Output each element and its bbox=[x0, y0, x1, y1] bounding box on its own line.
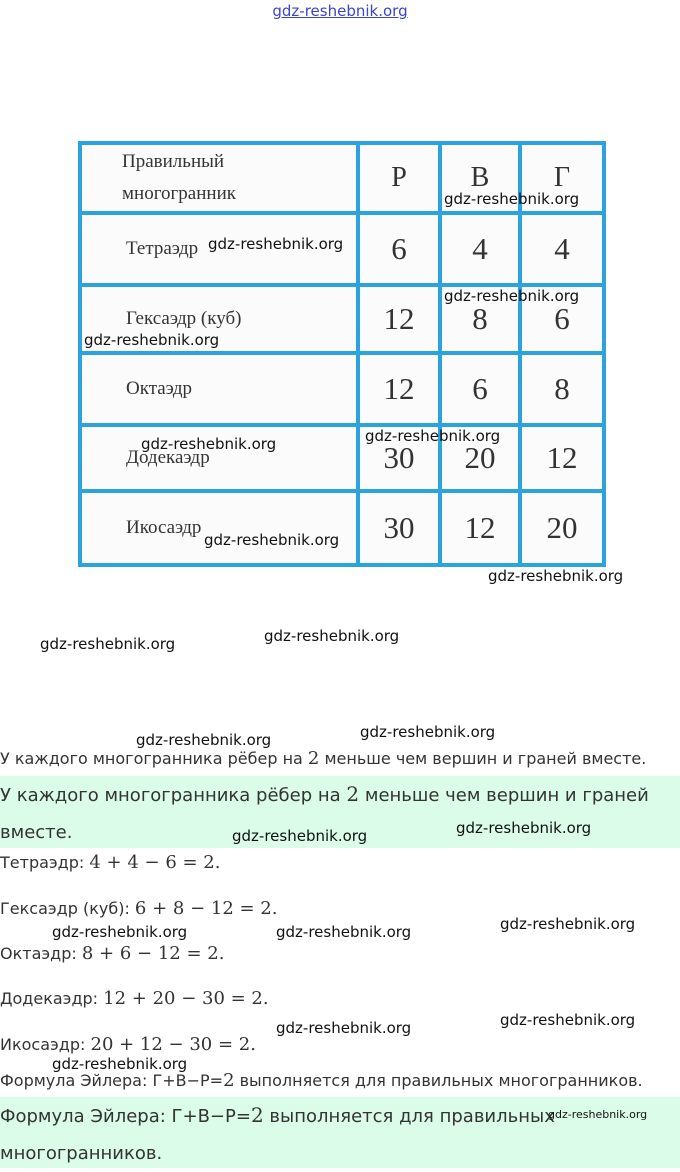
highlight-line-2: многогранников. bbox=[0, 1143, 163, 1164]
watermark: gdz-reshebnik.org bbox=[488, 567, 624, 585]
watermark: gdz-reshebnik.org bbox=[276, 923, 412, 941]
euler-post: выполняется для правильных многогранников. bbox=[234, 1071, 643, 1090]
row-edges: 30 bbox=[358, 491, 440, 565]
statement-num: 2 bbox=[307, 748, 320, 769]
equation-line bbox=[0, 1034, 256, 1055]
table-row bbox=[80, 353, 604, 425]
equation-formula: 20 + 12 − 30 = 2. bbox=[90, 1034, 256, 1055]
row-vertices: 6 bbox=[440, 353, 520, 425]
watermark: gdz-reshebnik.org bbox=[500, 1011, 636, 1029]
highlight-num: 2 bbox=[346, 782, 360, 806]
watermark: gdz-reshebnik.org bbox=[365, 427, 501, 445]
watermark: gdz-reshebnik.org bbox=[456, 819, 592, 837]
row-faces: 8 bbox=[520, 353, 604, 425]
row-name: Икосаэдр bbox=[80, 491, 358, 565]
watermark: gdz-reshebnik.org bbox=[84, 331, 220, 349]
equation-label: Гексаэдр (куб): bbox=[0, 899, 135, 918]
watermark: gdz-reshebnik.org bbox=[444, 287, 580, 305]
row-vertices: 12 bbox=[440, 491, 520, 565]
row-edges: 12 bbox=[358, 353, 440, 425]
row-name: Октаэдр bbox=[80, 353, 358, 425]
table-row bbox=[80, 491, 604, 565]
header-edges: Р bbox=[358, 143, 440, 213]
highlight-pre: Формула Эйлера: Г+В−Р= bbox=[0, 1106, 251, 1127]
row-faces: 12 bbox=[520, 425, 604, 491]
watermark: gdz-reshebnik.org bbox=[208, 235, 344, 253]
watermark: gdz-reshebnik.org bbox=[360, 723, 496, 741]
statement-pre: У каждого многогранника рёбер на bbox=[0, 749, 308, 768]
highlight-line-1 bbox=[0, 776, 680, 814]
statement-line bbox=[0, 748, 646, 769]
equation-formula: 8 + 6 − 12 = 2. bbox=[81, 943, 225, 964]
watermark: gdz-reshebnik.org bbox=[264, 627, 400, 645]
equation-label: Октаэдр: bbox=[0, 944, 82, 963]
euler-line bbox=[0, 1070, 643, 1091]
equation-label: Икосаэдр: bbox=[0, 1035, 91, 1054]
row-edges: 30 bbox=[358, 425, 440, 491]
equation-line bbox=[0, 898, 277, 919]
equation-label: Тетраэдр: bbox=[0, 853, 90, 872]
row-vertices: 8 bbox=[440, 285, 520, 353]
row-faces: 20 bbox=[520, 491, 604, 565]
watermark: gdz-reshebnik.org bbox=[444, 190, 580, 208]
row-faces: 4 bbox=[520, 213, 604, 285]
row-edges: 12 bbox=[358, 285, 440, 353]
watermark: gdz-reshebnik.org bbox=[52, 1055, 188, 1073]
euler-pre: Формула Эйлера: Г+В−Р= bbox=[0, 1071, 224, 1090]
equation-formula: 4 + 4 − 6 = 2. bbox=[89, 852, 221, 873]
header-vertices: В bbox=[440, 143, 520, 213]
watermark: gdz-reshebnik.org bbox=[232, 827, 368, 845]
row-name: Тетраэдр bbox=[80, 213, 358, 285]
watermark: gdz-reshebnik.org bbox=[136, 731, 272, 749]
watermark: gdz-reshebnik.org bbox=[52, 923, 188, 941]
euler-num: 2 bbox=[223, 1070, 235, 1091]
row-name: Гексаэдр (куб) bbox=[80, 285, 358, 353]
equation-line bbox=[0, 852, 220, 873]
equation-label: Додекаэдр: bbox=[0, 989, 104, 1008]
row-vertices: 4 bbox=[440, 213, 520, 285]
highlight-post: выполняется для правильных bbox=[263, 1106, 555, 1127]
watermark: gdz-reshebnik.org bbox=[141, 435, 277, 453]
equation-formula: 6 + 8 − 12 = 2. bbox=[134, 898, 278, 919]
row-faces: 6 bbox=[520, 285, 604, 353]
watermark: gdz-reshebnik.org bbox=[40, 635, 176, 653]
equation-line bbox=[0, 943, 224, 964]
highlight-line-2: вместе. bbox=[0, 822, 73, 843]
watermark: gdz-reshebnik.org bbox=[204, 531, 340, 549]
equation-formula: 12 + 20 − 30 = 2. bbox=[103, 988, 269, 1009]
statement-post: меньше чем вершин и граней вместе. bbox=[319, 749, 647, 768]
highlight-post: меньше чем вершин и граней bbox=[359, 785, 649, 806]
watermark: gdz-reshebnik.org bbox=[548, 1108, 648, 1121]
header-polyhedron: Правильный многогранник bbox=[80, 143, 358, 213]
watermark: gdz-reshebnik.org bbox=[276, 1019, 412, 1037]
row-vertices: 20 bbox=[440, 425, 520, 491]
watermark: gdz-reshebnik.org bbox=[500, 915, 636, 933]
equation-line bbox=[0, 988, 269, 1009]
highlight-pre: У каждого многогранника рёбер на bbox=[0, 785, 347, 806]
header-faces: Г bbox=[520, 143, 604, 213]
site-link[interactable]: gdz-reshebnik.org bbox=[272, 2, 408, 20]
row-edges: 6 bbox=[358, 213, 440, 285]
highlight-num: 2 bbox=[250, 1103, 264, 1127]
row-name: Додекаэдр bbox=[80, 425, 358, 491]
